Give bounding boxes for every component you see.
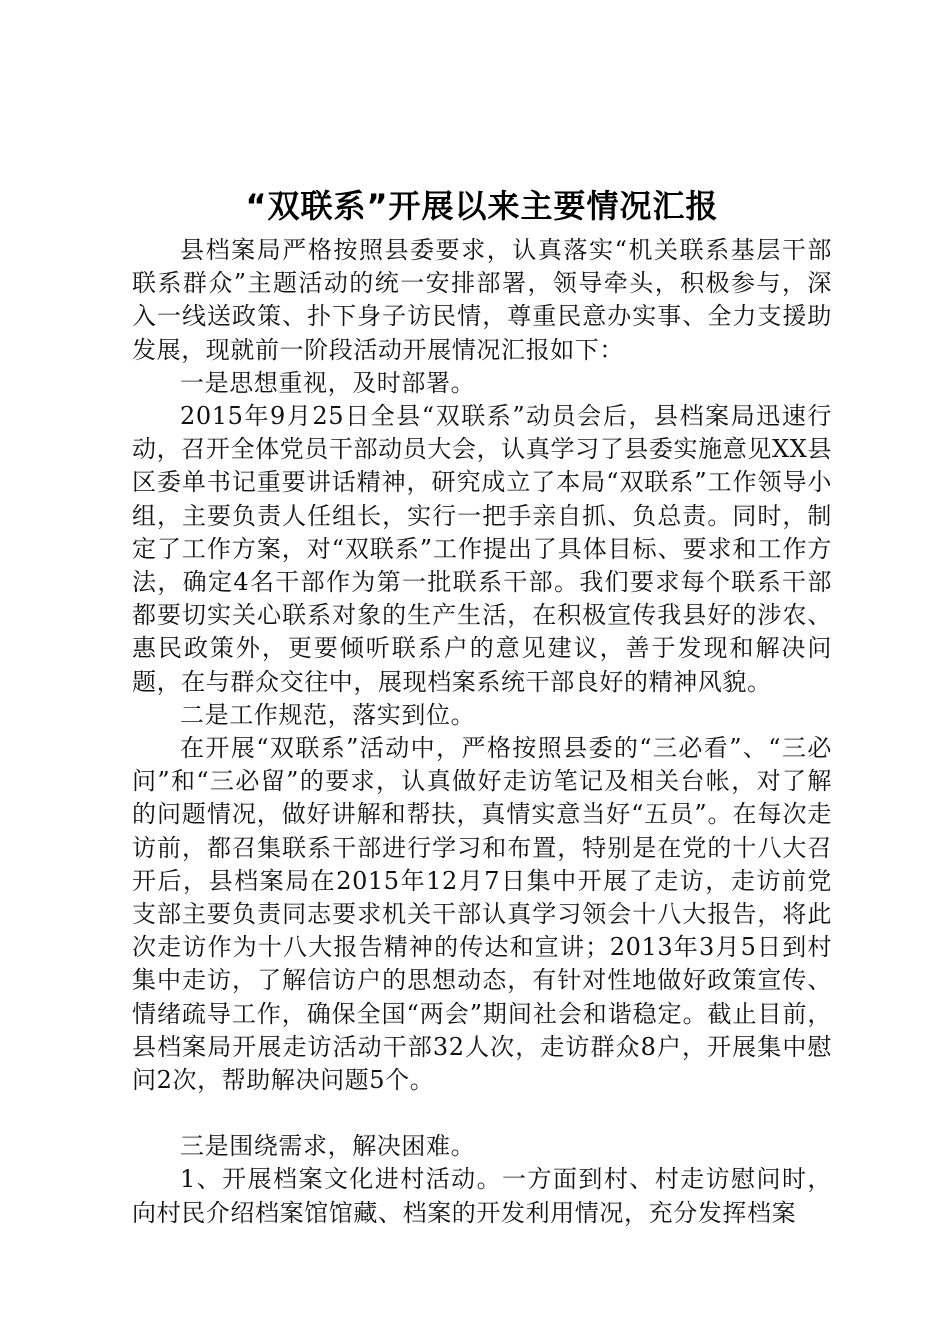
section-body-3: 1、开展档案文化进村活动。一方面到村、村走访慰问时，向村民介绍档案馆馆藏、档案的开发利用情况，充分发挥档案 (132, 1165, 832, 1227)
section-heading-2: 二是工作规范，落实到位。 (180, 700, 476, 729)
section-body-1: 2015年9月25日全县“双联系”动员会后，县档案局迅速行动，召开全体党员干部动员大会，认真学习了县委实施意见XX县区委单书记重要讲话精神，研究成立了本局“双联系”工作领导小组，主要负责人任组长，实行一把手亲自抓、负总责。同时，制定了工作方案，对“双联系”工作提出了具体目标、要求和工作方法，确定4名干部作为第一批联系干部。我们要求每个联系干部都要切实关心联系对象的生产生活，在积极宣传我县好的涉农、惠民政策外，更要倾听联系户的意见建议，善于发现和解决问题，在与群众交往中，展现档案系统干部良好的精神风貌。 (132, 402, 832, 696)
document-page (132, 184, 832, 1230)
paragraph-spacer (132, 1097, 832, 1130)
section-heading-1: 一是思想重视，及时部署。 (180, 368, 476, 397)
section-heading-3: 三是围绕需求，解决困难。 (180, 1132, 476, 1161)
section-body-2: 在开展“双联系”活动中，严格按照县委的“三必看”、“三必问”和“三必留”的要求，认真做好走访笔记及相关台帐，对了解的问题情况，做好讲解和帮扶，真情实意当好“五员”。在每次走访前，都召集联系干部进行学习和布置，特别是在党的十八大召开后，县档案局在2015年12月7日集中开展了走访，走访前党支部主要负责同志要求机关干部认真学习领会十八大报告，将此次走访作为十八大报告精神的传达和宣讲；2013年3月5日到村集中走访，了解信访户的思想动态，有针对性地做好政策宣传、情绪疏导工作，确保全国“两会”期间社会和谐稳定。截止目前，县档案局开展走访活动干部32人次，走访群众8户，开展集中慰问2次，帮助解决问题5个。 (132, 734, 832, 1095)
document-title: “双联系”开展以来主要情况汇报 (245, 187, 719, 225)
intro-paragraph: 县档案局严格按照县委要求，认真落实“机关联系基层干部联系群众”主题活动的统一安排部署，领导牵头，积极参与，深入一线送政策、扑下身子访民情，尊重民意办实事、全力支援助发展，现就前一阶段活动开展情况汇报如下： (132, 236, 832, 364)
